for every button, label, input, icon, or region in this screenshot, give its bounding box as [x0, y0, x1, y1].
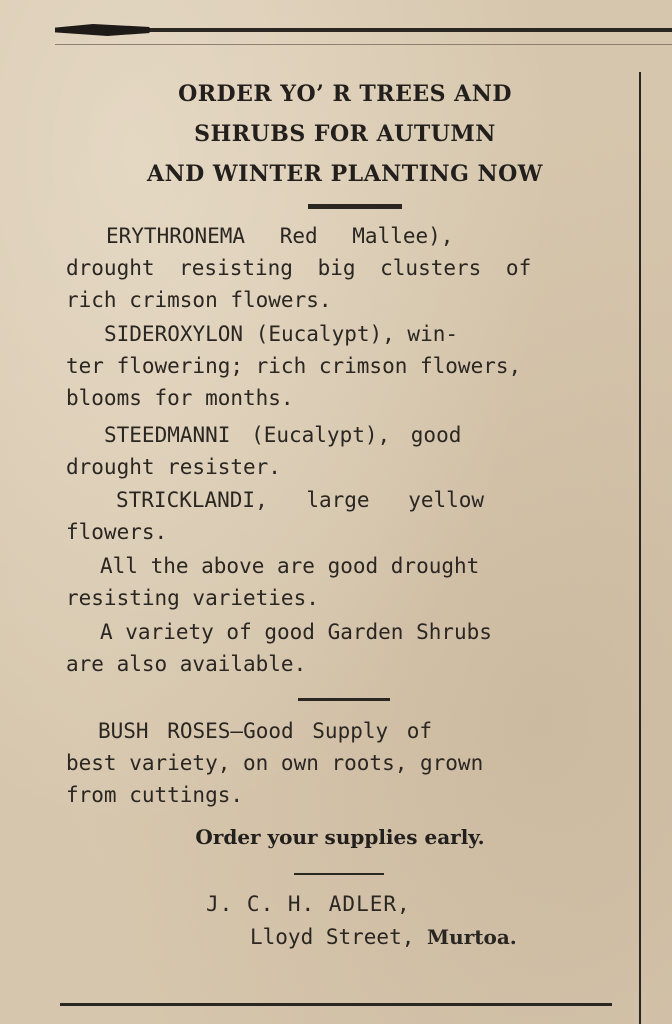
advertiser-address — [250, 921, 517, 953]
ink-blot — [55, 24, 150, 36]
item-line: resisting varieties. — [66, 586, 319, 610]
column-rule — [639, 72, 641, 1024]
item-line: drought resister. — [66, 455, 281, 479]
advertiser-street: Lloyd Street, — [250, 925, 415, 949]
item-line: from cuttings. — [66, 783, 244, 807]
item-line: ERYTHRONEMA Red Mallee), — [106, 224, 454, 248]
item-line: SIDEROXYLON (Eucalypt), win- — [104, 322, 459, 346]
heading-divider — [308, 204, 402, 209]
item-line: ter flowering; rich crimson flowers, — [66, 354, 522, 378]
item-line: best variety, on own roots, grown — [66, 751, 484, 775]
shrubs-note — [66, 616, 632, 680]
heading-line-1: ORDER YO’ R TREES AND — [178, 81, 512, 107]
item-line: BUSH ROSES—Good Supply of — [98, 719, 433, 743]
signature-divider — [294, 873, 384, 875]
item-line: All the above are good drought — [100, 554, 480, 578]
drought-note — [66, 550, 632, 614]
advert-heading — [90, 74, 600, 194]
item-line: A variety of good Garden Shrubs — [100, 620, 492, 644]
item-line: flowers. — [66, 520, 168, 544]
bush-roses — [66, 715, 632, 811]
item-line: drought resisting big clusters of — [66, 256, 532, 280]
item-line: STRICKLANDI, large yellow — [116, 488, 485, 512]
heading-line-3: AND WINTER PLANTING NOW — [147, 161, 543, 187]
item-line: rich crimson flowers. — [66, 288, 332, 312]
item-sideroxylon — [66, 318, 632, 414]
item-erythronema — [66, 220, 632, 316]
top-rule-thin — [55, 44, 672, 45]
heading-line-2: SHRUBS FOR AUTUMN — [194, 121, 496, 147]
item-line: blooms for months. — [66, 386, 294, 410]
item-steedmanni — [66, 419, 632, 483]
bottom-rule — [60, 1003, 612, 1006]
advertiser-town: Murtoa. — [427, 925, 517, 949]
item-stricklandi — [66, 484, 632, 548]
advertiser-name: J. C. H. ADLER, — [206, 892, 411, 916]
section-divider — [298, 698, 390, 701]
item-line: are also available. — [66, 652, 307, 676]
item-line: STEEDMANNI (Eucalypt), good — [104, 423, 462, 447]
order-note: Order your supplies early. — [195, 825, 485, 849]
